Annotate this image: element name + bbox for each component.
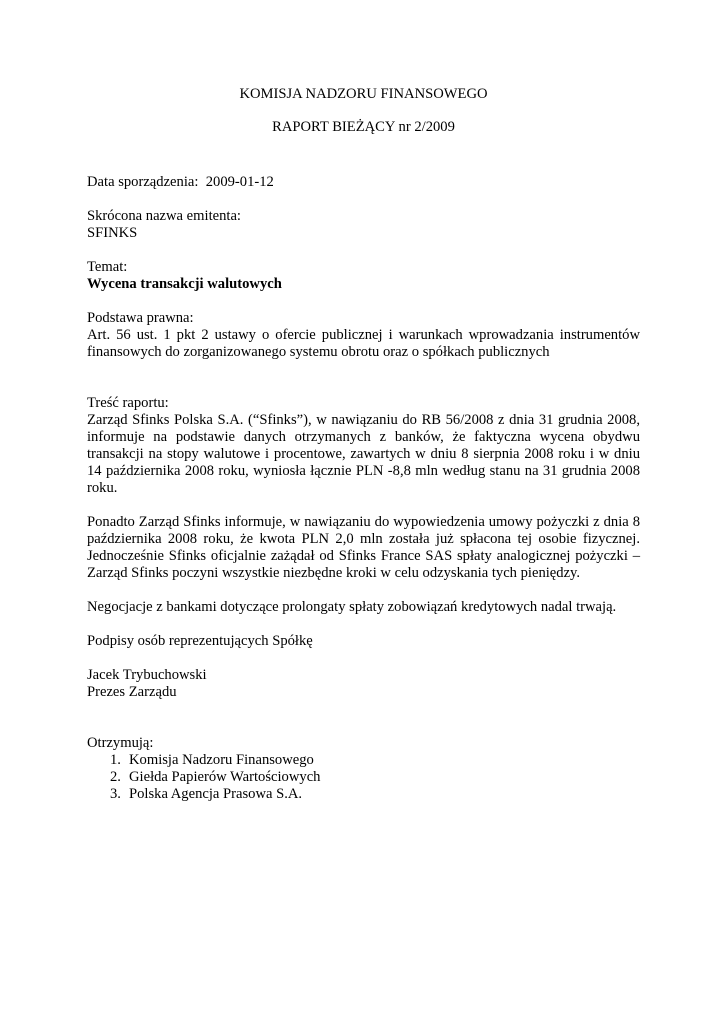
date-label: Data sporządzenia: bbox=[87, 174, 199, 190]
list-item-number: 2. bbox=[110, 769, 121, 785]
recipients-list bbox=[87, 752, 640, 803]
recipients-label: Otrzymują: bbox=[87, 735, 154, 751]
legal-basis-label: Podstawa prawna: bbox=[87, 310, 194, 326]
subject-value: Wycena transakcji walutowych bbox=[87, 276, 282, 292]
list-item bbox=[87, 786, 640, 803]
list-item bbox=[87, 752, 640, 769]
document-page bbox=[87, 82, 640, 803]
date-line bbox=[87, 174, 640, 191]
content-label: Treść raportu: bbox=[87, 395, 169, 411]
report-title: RAPORT BIEŻĄCY nr 2/2009 bbox=[272, 119, 455, 135]
content-paragraph-1: Zarząd Sfinks Polska S.A. (“Sfinks”), w nawiązaniu do RB 56/2008 z dnia 31 grudnia 2008, informuje na podstawie danych otrzymanych z banków, że faktyczna wycena obydwu transakcji na stopy walutowe i procentowe, zawartych w dniu 8 sierpnia 2008 roku i w dniu 14 października 2008 roku, wyniosła łącznie PLN -8,8 mln według stanu na 31 grudnia 2008 roku. bbox=[87, 412, 640, 496]
issuer-label: Skrócona nazwa emitenta: bbox=[87, 208, 241, 224]
list-item bbox=[87, 769, 640, 786]
signatory-name: Jacek Trybuchowski bbox=[87, 667, 207, 683]
organization-title: KOMISJA NADZORU FINANSOWEGO bbox=[239, 86, 488, 102]
issuer-value: SFINKS bbox=[87, 225, 138, 241]
list-item-text: Komisja Nadzoru Finansowego bbox=[129, 752, 314, 768]
content-paragraph-2: Ponadto Zarząd Sfinks informuje, w nawiązaniu do wypowiedzenia umowy pożyczki z dnia 8 października 2008 roku, że kwota PLN 2,0 mln została już spłacona tej osobie fizycznej. Jednocześnie Sfinks oficjalnie zażądał od Sfinks France SAS spłaty analogicznej pożyczki – Zarząd Sfinks poczyni wszystkie niezbędne kroki w celu odzyskania tych pieniędzy. bbox=[87, 514, 640, 581]
subject-label: Temat: bbox=[87, 259, 128, 275]
list-item-text: Giełda Papierów Wartościowych bbox=[129, 769, 321, 785]
signatory-role: Prezes Zarządu bbox=[87, 684, 177, 700]
date-value: 2009-01-12 bbox=[205, 174, 274, 190]
list-item-number: 3. bbox=[110, 786, 121, 802]
list-item-number: 1. bbox=[110, 752, 121, 768]
content-paragraph-3: Negocjacje z bankami dotyczące prolongaty spłaty zobowiązań kredytowych nadal trwają. bbox=[87, 599, 617, 615]
list-item-text: Polska Agencja Prasowa S.A. bbox=[129, 786, 303, 802]
legal-basis-text: Art. 56 ust. 1 pkt 2 ustawy o ofercie publicznej i warunkach wprowadzania instrumentów finansowych do zorganizowanego systemu obrotu oraz o spółkach publicznych bbox=[87, 327, 640, 360]
signatures-label: Podpisy osób reprezentujących Spółkę bbox=[87, 633, 313, 649]
